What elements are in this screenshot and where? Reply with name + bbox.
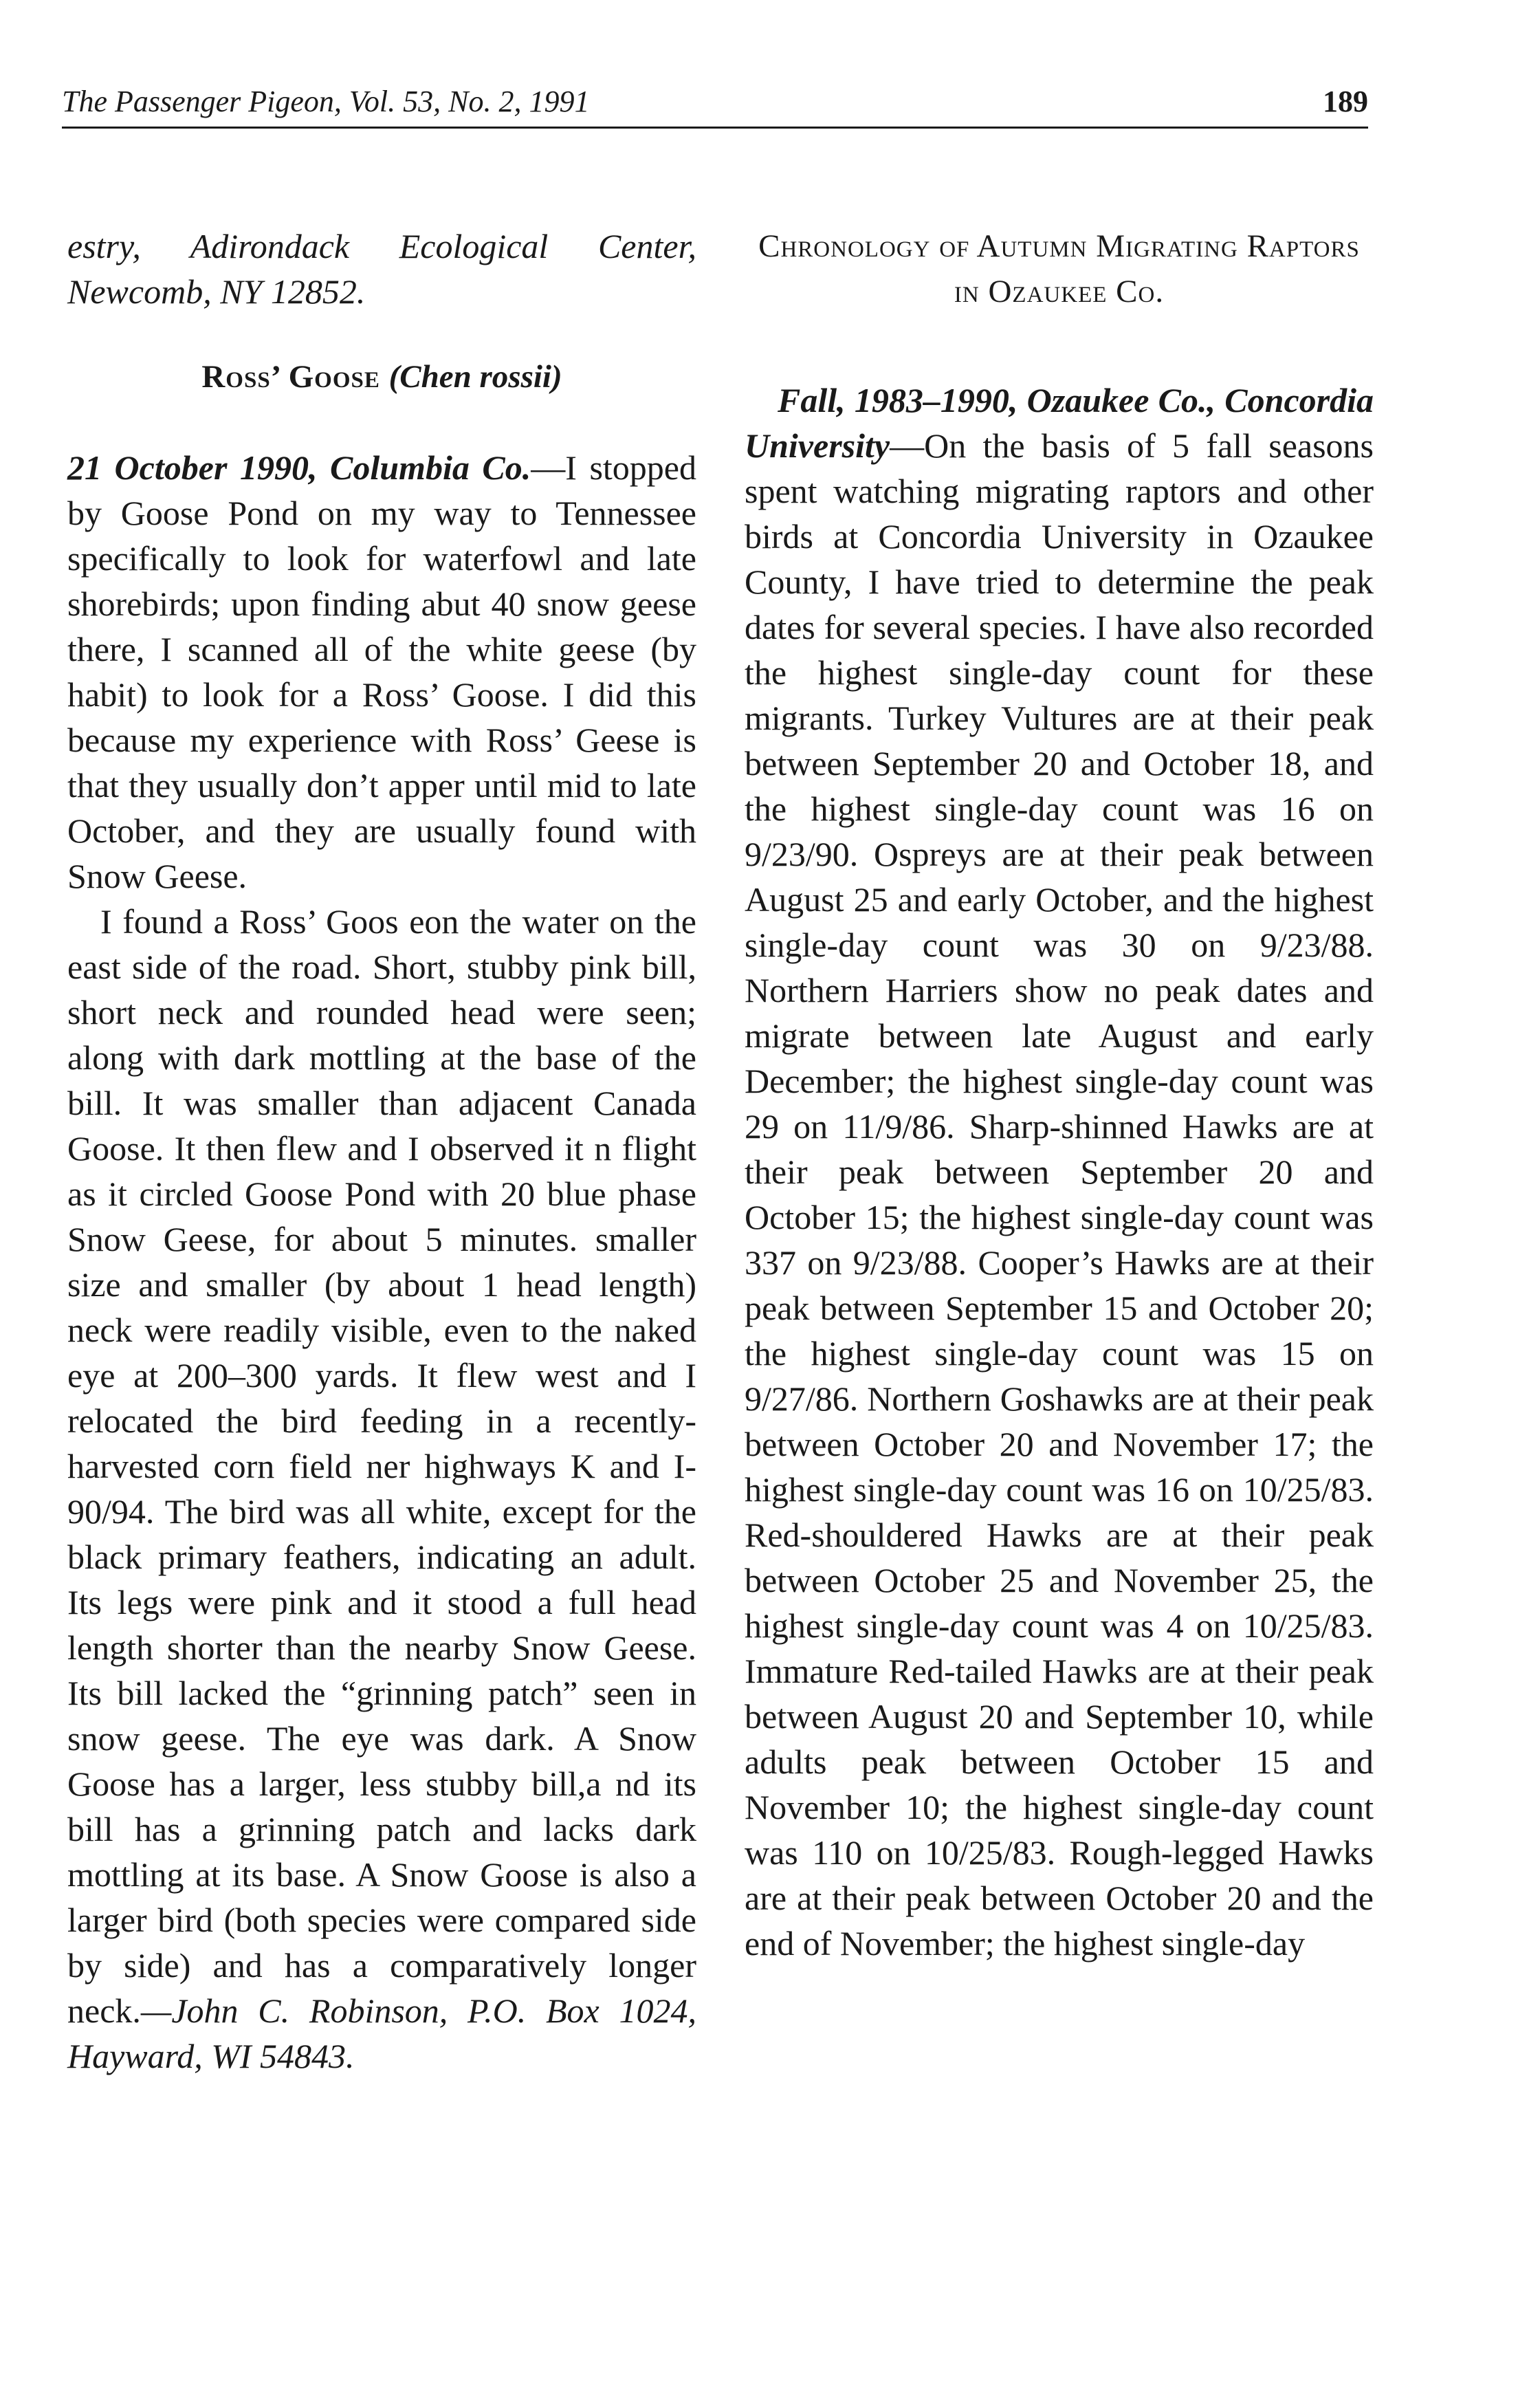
header-rule [62,127,1368,129]
raptor-chronology-heading: Chronology of Autumn Migrating Raptors in Ozaukee Co. [758,228,1360,309]
ross-goose-date-location: 21 October 1990, Columbia Co. [67,448,531,487]
raptor-date-location: Fall, 1983–1990, Ozaukee Co., Concordia University [745,381,1374,465]
right-column [745,223,1374,1966]
ross-goose-paragraph-1-text: —I stopped by Goose Pond on my way to Tennessee specifically to look for waterfowl and late shorebirds; upon finding abut 40 snow geese there, I scanned all of the white geese (by habit) to look for a Ross’ Goose. I did this because my experience with Ross’ Geese is that they usually don’t apper until mid to late October, and they are usually found with Snow Geese. [67,448,696,895]
ross-goose-paragraph-1 [67,445,696,899]
author-signature: —John C. Robinson, P.O. Box 1024, Hayward, WI 54843. [67,1991,696,2075]
ross-goose-paragraph-2-text: I found a Ross’ Goos eon the water on the east side of the road. Short, stubby pink bill, short neck and rounded head were seen; along with dark mottling at the base of the bill. It was smaller than adjacent Canada Goose. It then flew and I observed it n flight as it circled Goose Pond with 20 blue phase Snow Geese, for about 5 minutes. smaller size and smaller (by about 1 head length) neck were readily visible, even to the naked eye at 200–300 yards. It flew west and I relocated the bird feeding in a recently-harvested corn field ner highways K and I-90/94. The bird was all white, except for the black primary feathers, indicating an adult. Its legs were pink and it stood a full head length shorter than the nearby Snow Geese. Its bill lacked the “grinning patch” seen in snow geese. The eye was dark. A Snow Goose has a larger, less stubby bill,a nd its bill has a grinning patch and lacks dark mottling at its base. A Snow Goose is also a larger bird (both species were compared side by side) and has a comparatively longer neck. [67,902,696,2030]
continuation-text: estry, Adirondack Ecological Center, Newcomb, NY 12852. [67,227,696,311]
ross-goose-scientific-name: (Chen rossii) [388,359,562,395]
page-number: 189 [1323,85,1368,118]
ross-goose-paragraph-2 [67,899,696,2079]
journal-citation: The Passenger Pigeon, Vol. 53, No. 2, 1991 [62,85,590,118]
raptor-paragraph-text: —On the basis of 5 fall seasons spent watching migrating raptors and other birds at Concordia University in Ozaukee County, I have tried to determine the peak dates for several species. I have also recorded the highest single-day count for these migrants. Turkey Vultures are at their peak between September 20 and October 18, and the highest single-day count was 16 on 9/23/90. Ospreys are at their peak between August 25 and early October, and the highest single-day count was 30 on 9/23/88. Northern Harriers show no peak dates and migrate between late August and early December; the highest single-day count was 29 on 11/9/86. Sharp-shinned Hawks are at their peak between September 20 and October 15; the highest single-day count was 337 on 9/23/88. Cooper’s Hawks are at their peak between September 15 and October 20; the highest single-day count was 15 on 9/27/86. Northern Goshawks are at their peak between October 20 and November 17; the highest single-day count was 16 on 10/25/83. Red-shouldered Hawks are at their peak between October 25 and November 25, the highest single-day count was 4 on 10/25/83. Immature Red-tailed Hawks are at their peak between August 20 and September 10, while adults peak between October 15 and November 10; the highest single-day count was 110 on 10/25/83. Rough-legged Hawks are at their peak between October 20 and the end of November; the highest single-day [745,426,1374,1963]
ross-goose-common-name: Ross’ Goose [201,359,380,395]
raptor-paragraph [745,378,1374,1966]
running-header [62,81,1368,131]
left-column [67,223,696,2079]
ross-goose-heading [67,354,696,400]
